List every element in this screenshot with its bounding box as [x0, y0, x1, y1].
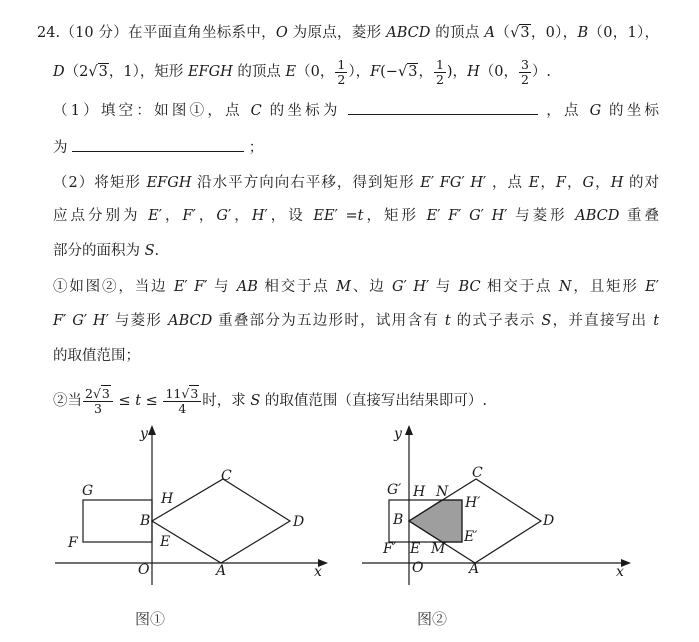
math-variable: M	[336, 279, 352, 295]
label-O: O	[412, 560, 424, 576]
math-variable: G	[216, 208, 229, 224]
text-run: ′ ，点	[483, 175, 529, 191]
question-1-line-2	[53, 137, 263, 157]
label-F: F	[68, 535, 78, 551]
text-run: 2	[435, 71, 444, 87]
text-run: 为	[53, 140, 73, 156]
fraction-numerator	[83, 387, 113, 402]
math-variable: S	[144, 243, 155, 259]
math-variable: E	[148, 208, 159, 224]
text-run: （0，	[296, 64, 335, 80]
math-variable: EFGH	[146, 175, 192, 191]
text-run: )，	[446, 64, 468, 80]
fraction	[434, 58, 446, 87]
math-variable: G	[582, 175, 595, 191]
fraction-numerator	[335, 58, 347, 73]
text-run: ②当	[53, 393, 82, 409]
math-variable: t	[357, 208, 364, 224]
math-variable: EE	[313, 208, 335, 224]
text-run: （2	[64, 64, 89, 80]
math-variable: D	[53, 64, 65, 80]
text-run: 的坐标	[601, 103, 660, 119]
question-1-line-1	[53, 100, 659, 120]
answer-blank	[72, 137, 244, 152]
label-N: N	[436, 484, 449, 500]
text-run: 重叠	[619, 208, 660, 224]
subquestion-1-line-1	[53, 277, 659, 297]
math-variable: E	[645, 279, 656, 295]
figure-2	[362, 425, 631, 585]
math-variable: S	[250, 393, 261, 409]
text-run: 应点分别为	[53, 208, 149, 224]
y-axis-arrow	[405, 425, 413, 435]
math-variable: H	[610, 175, 624, 191]
math-variable: ABCD	[575, 208, 620, 224]
text-run: 1	[337, 56, 346, 72]
fraction-numerator	[434, 58, 446, 73]
math-variable: E	[173, 279, 185, 295]
label-C: C	[221, 468, 232, 484]
text-run: ′	[83, 313, 94, 329]
text-run: ′	[461, 175, 471, 191]
math-variable: G	[589, 103, 602, 119]
text-run: ；	[244, 140, 264, 156]
text-run: 的顶点	[430, 25, 485, 41]
fraction	[519, 58, 531, 87]
math-variable: G	[392, 279, 404, 295]
x-axis-label: x	[616, 564, 624, 580]
text-run: 为原点，菱形	[287, 25, 387, 41]
radicand: 3	[520, 25, 530, 41]
text-run: ≤	[141, 393, 163, 409]
text-run: ′，	[228, 208, 252, 224]
text-run: 2	[520, 71, 529, 87]
text-run: （0，1），	[588, 25, 660, 41]
text-run: ′ =	[334, 208, 358, 224]
text-run: ①如图②，当边	[53, 279, 174, 295]
fraction-denominator	[434, 73, 446, 87]
text-run: 、边	[351, 279, 392, 295]
subquestion-1-line-2	[53, 311, 659, 331]
fraction-denominator	[519, 73, 531, 87]
text-run: 11	[165, 385, 182, 401]
text-run: （	[495, 25, 511, 41]
text-run: 24.（10 分）在平面直角坐标系中，	[37, 25, 276, 41]
text-run: ′，设	[264, 208, 314, 224]
text-run: 的式子表示	[450, 313, 542, 329]
text-run: ′	[458, 208, 470, 224]
text-run: （0，	[479, 64, 518, 80]
label-G: G	[82, 483, 94, 499]
math-variable: H	[491, 208, 505, 224]
radicand: 3	[190, 385, 199, 401]
text-run: 的取值范围；	[53, 348, 140, 364]
label-O: O	[138, 562, 150, 578]
label-F-prime: F′	[383, 541, 396, 557]
question-2-line-1	[53, 173, 659, 193]
square-root	[398, 63, 418, 80]
text-run: ）.	[531, 64, 552, 80]
text-run: 的取值范围（直接写出结果即可）.	[260, 393, 488, 409]
text-run: 时，求	[202, 393, 251, 409]
subquestion-2-line	[53, 385, 488, 416]
math-variable: H	[251, 208, 265, 224]
text-run: ，矩形	[363, 208, 427, 224]
text-run: ′	[403, 279, 414, 295]
text-run: 的顶点	[232, 64, 286, 80]
square-root	[181, 385, 199, 401]
figure-2-caption: 图②	[417, 610, 448, 628]
text-run: 1	[435, 56, 444, 72]
text-run: ，	[418, 64, 433, 80]
math-variable: G	[469, 208, 481, 224]
math-variable: B	[577, 25, 589, 41]
math-variable: F	[448, 208, 459, 224]
math-variable: E	[285, 64, 297, 80]
fraction	[335, 58, 347, 87]
label-A: A	[469, 561, 480, 577]
text-run: ′	[63, 313, 73, 329]
text-run: ′	[437, 208, 449, 224]
math-variable: E	[426, 208, 438, 224]
text-run: ，并直接写出	[551, 313, 654, 329]
math-variable: F	[53, 313, 64, 329]
label-H-prime: H′	[465, 495, 481, 511]
text-run: 沿水平方向向右平移，得到矩形	[191, 175, 421, 191]
text-run: ），	[348, 64, 371, 80]
fraction-numerator	[163, 387, 201, 402]
math-variable: t	[135, 393, 142, 409]
question-2-line-2	[53, 206, 659, 226]
text-run: ，1），矩形	[108, 64, 188, 80]
fraction-numerator	[519, 58, 531, 73]
label-E-prime: E′	[464, 529, 478, 545]
problem-line-2	[53, 56, 552, 87]
math-variable: S	[541, 313, 552, 329]
fraction-denominator	[335, 73, 347, 87]
text-run: ′，	[158, 208, 183, 224]
math-variable: F	[555, 175, 566, 191]
y-axis-label: y	[394, 426, 402, 442]
text-run: 4	[178, 400, 187, 416]
text-run: ′	[655, 279, 660, 295]
label-D: D	[543, 513, 555, 529]
math-variable: EFGH	[187, 64, 233, 80]
text-run: 3	[520, 56, 529, 72]
label-B: B	[393, 512, 404, 528]
math-variable: H	[470, 175, 484, 191]
label-E: E	[160, 534, 171, 550]
label-H: H	[161, 491, 174, 507]
math-variable: C	[250, 103, 262, 119]
text-run: 的坐标为	[261, 103, 349, 119]
math-variable: FG	[439, 175, 462, 191]
radicand: 3	[101, 385, 110, 401]
label-G-prime: G′	[387, 482, 402, 498]
label-M: M	[431, 541, 446, 557]
math-variable: F	[370, 64, 381, 80]
text-run: ′ 与	[204, 279, 237, 295]
text-run: ′	[184, 279, 195, 295]
math-variable: AB	[236, 279, 258, 295]
square-root	[88, 63, 108, 80]
text-run: ，	[594, 175, 611, 191]
text-run: 2	[337, 71, 346, 87]
radicand: 3	[408, 64, 418, 80]
text-run: ，	[565, 175, 583, 191]
text-run: .	[154, 243, 160, 259]
overlap-pentagon	[409, 500, 462, 542]
text-run: ，0），	[530, 25, 578, 41]
figure-1	[55, 425, 328, 585]
text-run: (−	[380, 64, 398, 80]
math-variable: H	[93, 313, 106, 329]
text-run: 3	[93, 400, 102, 416]
text-run: 相交于点	[480, 279, 559, 295]
radicand: 3	[98, 64, 108, 80]
label-C: C	[472, 465, 483, 481]
figure-1-caption: 图①	[135, 610, 166, 628]
square-root	[510, 24, 530, 41]
text-run: ′，	[192, 208, 217, 224]
problem-line-1	[37, 23, 659, 43]
text-run: ′ 与	[426, 279, 459, 295]
math-variable: ABCD	[386, 25, 431, 41]
label-A: A	[216, 563, 227, 579]
text-run: 相交于点	[257, 279, 337, 295]
math-variable: ABCD	[168, 313, 213, 329]
figures	[0, 410, 699, 605]
math-variable: F	[182, 208, 193, 224]
text-run: 2	[85, 385, 93, 401]
label-H: H	[413, 484, 426, 500]
label-B: B	[140, 513, 151, 529]
math-variable: H	[413, 279, 426, 295]
label-D: D	[293, 514, 305, 530]
math-variable: N	[558, 279, 572, 295]
math-variable: O	[275, 25, 288, 41]
math-variable: G	[72, 313, 84, 329]
text-run: ′ 与菱形	[504, 208, 576, 224]
y-axis-arrow	[148, 425, 156, 435]
math-variable: A	[484, 25, 495, 41]
math-variable: F	[194, 279, 205, 295]
text-run: 重叠部分为五边形时，试用含有	[212, 313, 445, 329]
text-run: （1）填空：如图①，点	[53, 103, 251, 119]
text-run: ，	[539, 175, 556, 191]
text-run: ′	[430, 175, 440, 191]
text-run: 部分的面积为	[53, 243, 145, 259]
math-variable: t	[444, 313, 451, 329]
text-run: ，点	[538, 103, 590, 119]
subquestion-1-line-3	[53, 346, 140, 366]
math-variable: t	[653, 313, 660, 329]
label-E: E	[410, 541, 421, 557]
question-2-line-3	[53, 241, 159, 261]
text-run: 的对	[623, 175, 660, 191]
math-variable: E	[528, 175, 540, 191]
math-variable: BC	[458, 279, 481, 295]
text-run: ≤	[113, 393, 136, 409]
square-root	[93, 385, 111, 401]
text-run: （2）将矩形	[53, 175, 147, 191]
text-run: ′ 与菱形	[105, 313, 169, 329]
text-run: ，且矩形	[571, 279, 646, 295]
math-variable: E	[420, 175, 431, 191]
text-run: ′	[480, 208, 492, 224]
x-axis-label: x	[314, 564, 322, 580]
math-variable: H	[467, 64, 480, 80]
y-axis-label: y	[140, 426, 148, 442]
answer-blank	[348, 100, 538, 115]
